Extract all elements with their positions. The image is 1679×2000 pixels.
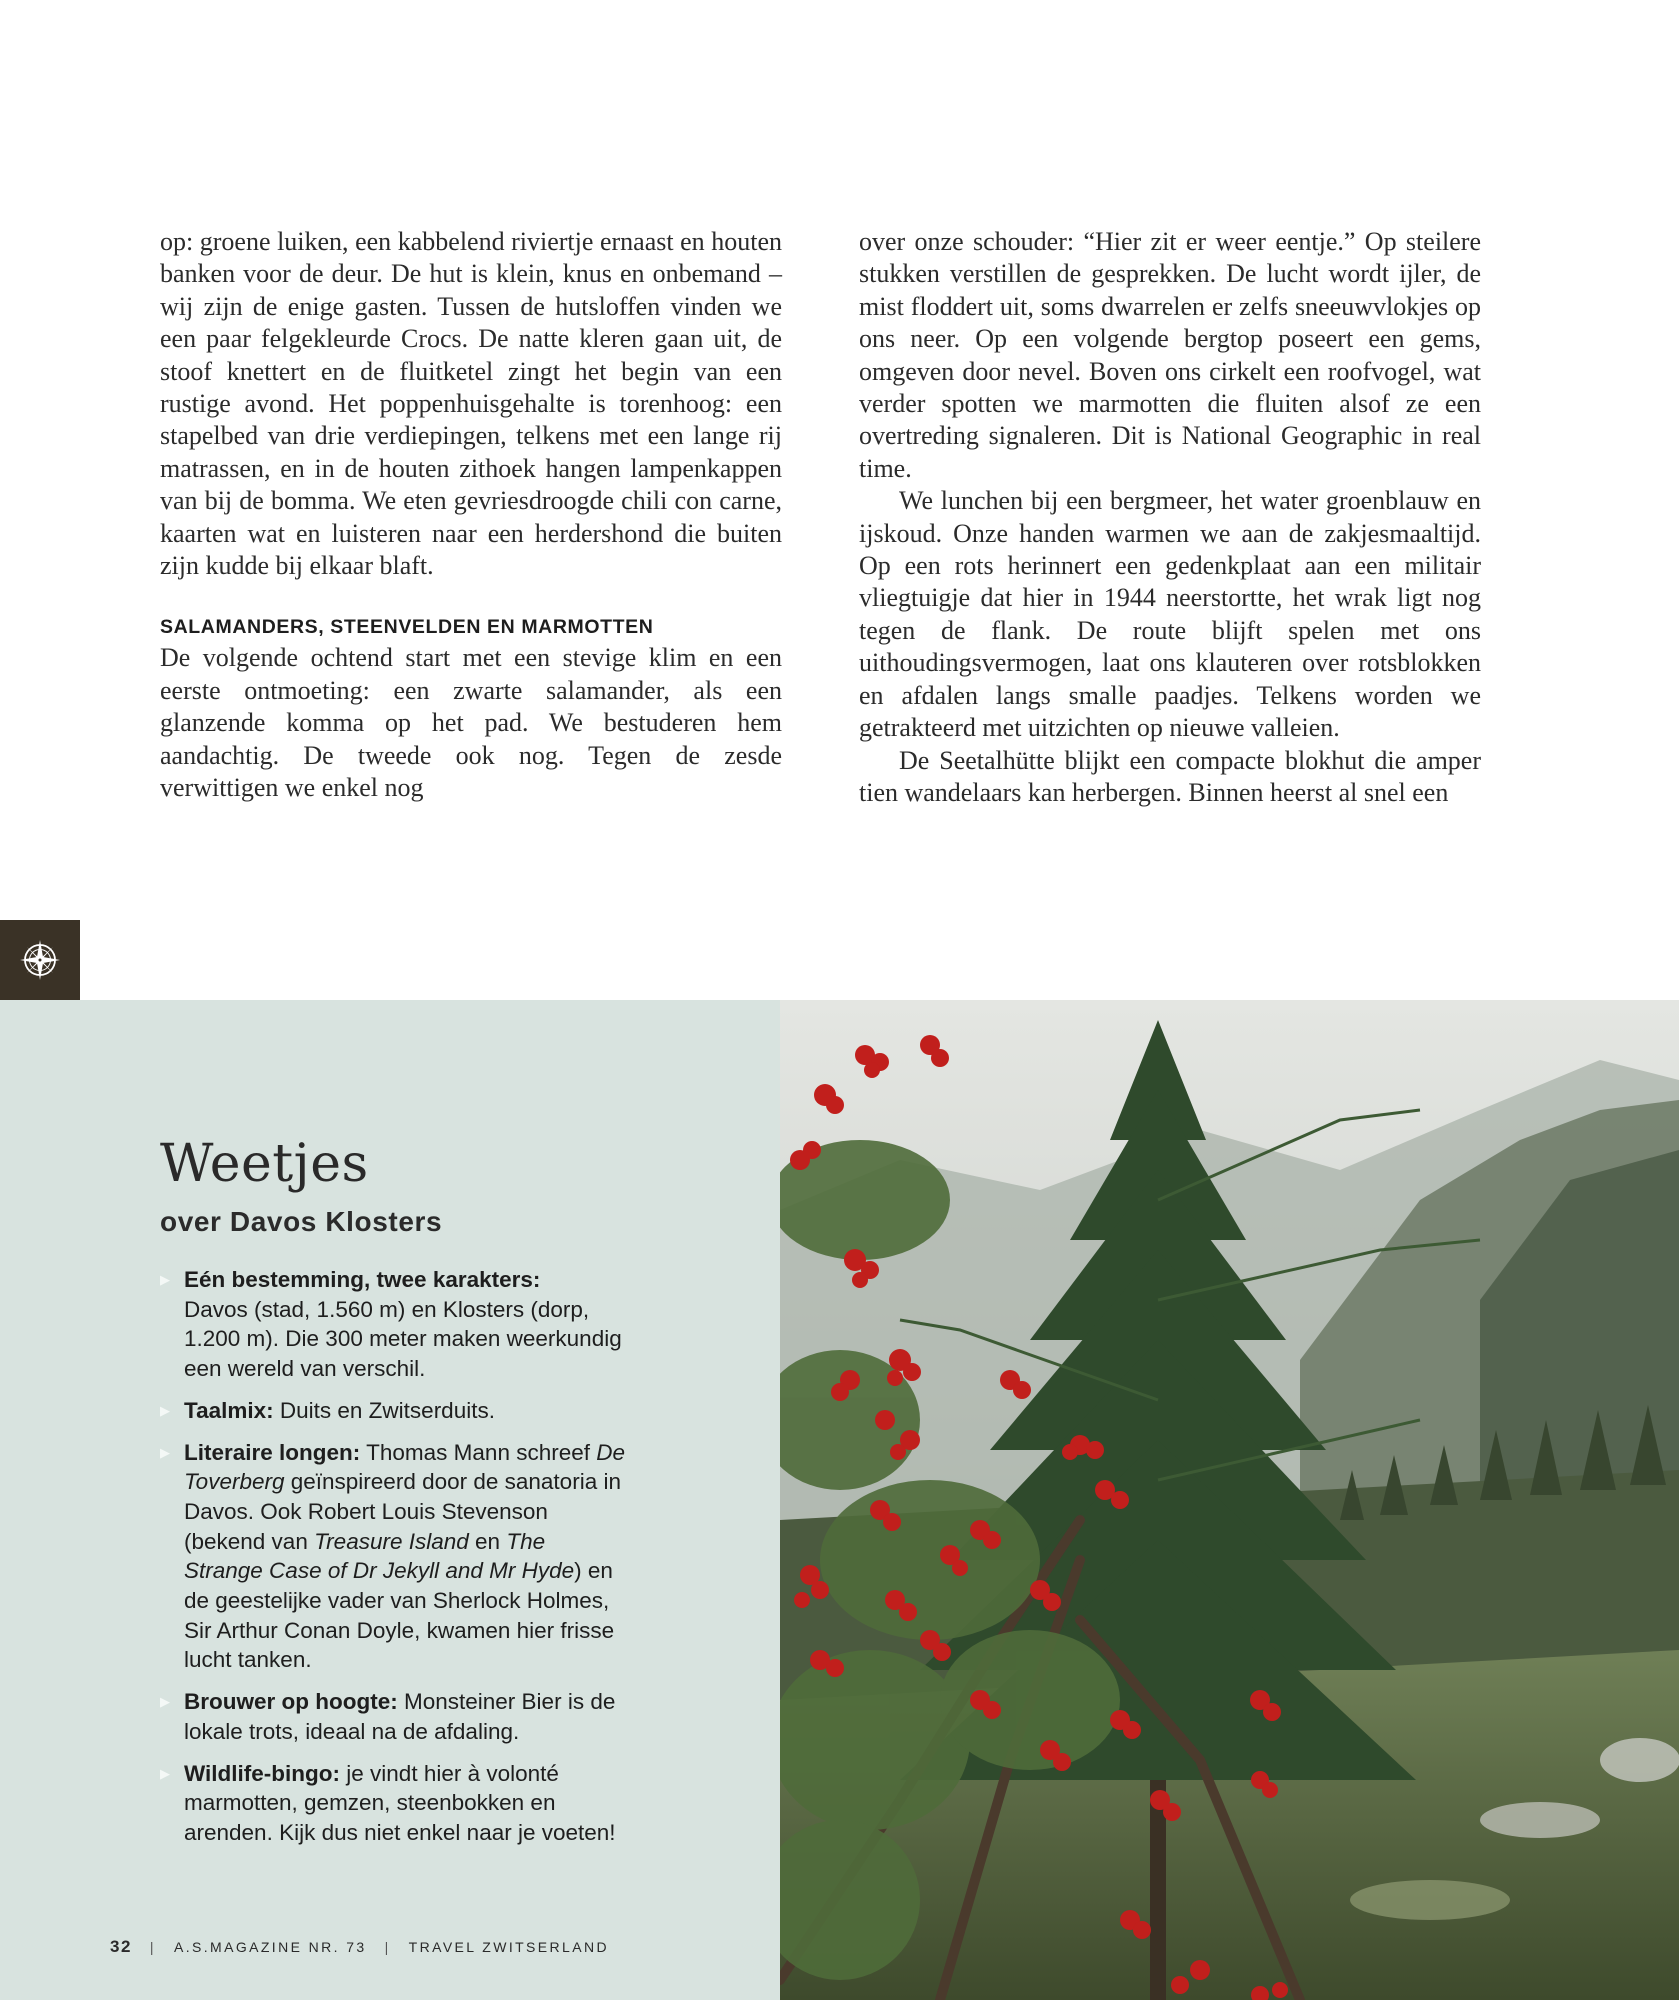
- list-item: [160, 1396, 630, 1426]
- compass-rose-icon: [18, 938, 62, 982]
- article-column-left: [160, 226, 782, 805]
- fact-text: je vindt hier à volonté marmotten, gemzen, steenbokken en arenden. Kijk dus niet enkel naar je voeten!: [184, 1760, 616, 1845]
- fact-text: geïnspireerd door de sanatoria in Davos. Ook Robert Louis Stevenson (bekend van: [184, 1469, 621, 1554]
- page-footer: [110, 1937, 609, 1957]
- fact-text: Davos (stad, 1.560 m) en Klosters (dorp, 1.200 m). Die 300 meter maken weerkundig een wereld van verschil.: [184, 1296, 622, 1382]
- book-title: The Strange Case of Dr Jekyll and Mr Hyde: [184, 1528, 575, 1584]
- facts-list: [160, 1265, 630, 1860]
- article-paragraph: op: groene luiken, een kabbelend riviertje ernaast en houten banken voor de deur. De hut is klein, knus en onbemand – wij zijn de enige gasten. Tussen de hutsloffen vinden we een paar felgekleurde Crocs. De natte kleren gaan uit, de stoof knettert en de fluitketel zingt het begin van een rustige avond. Het poppenhuisgehalte is torenhoog: een stapelbed van drie verdiepingen, telkens met een lange rij matrassen, en in de houten zithoek hangen lampenkappen van bij de bomma. We eten gevriesdroogde chili con carne, kaarten wat en luisteren naar een herdershond die buiten zijn kudde bij elkaar blaft.: [160, 227, 782, 581]
- list-item: [160, 1759, 630, 1848]
- rowan-spruce-photo: [780, 1000, 1679, 2000]
- fact-text: ) en de geestelijke vader van Sherlock Holmes, Sir Arthur Conan Doyle, kwamen hier frisse lucht tanken.: [184, 1558, 615, 1673]
- triangle-bullet-icon: ▶: [160, 1402, 170, 1418]
- article-paragraph: De volgende ochtend start met een stevige klim en een eerste ontmoeting: een zwarte salamander, als een glanzende komma op het pad. We bestuderen hem aandachtig. De tweede ook nog. Tegen de zesde verwittigen we enkel nog: [160, 643, 782, 803]
- triangle-bullet-icon: ▶: [160, 1694, 170, 1710]
- section-name: TRAVEL ZWITSERLAND: [408, 1939, 609, 1955]
- list-item: [160, 1438, 630, 1676]
- fact-text: Monsteiner Bier is de lokale trots, ideaal na de afdaling.: [184, 1689, 616, 1744]
- triangle-bullet-icon: ▶: [160, 1272, 170, 1287]
- book-title: De Toverberg: [184, 1439, 626, 1495]
- landscape-photo: [780, 1000, 1679, 2000]
- book-title: Treasure Island: [314, 1528, 469, 1554]
- fact-label: Eén bestemming, twee karakters:: [184, 1267, 541, 1292]
- sidebar-title: Weetjes: [160, 1134, 369, 1194]
- compass-marker: [0, 920, 80, 1000]
- list-item: [160, 1687, 630, 1746]
- triangle-bullet-icon: ▶: [160, 1765, 170, 1781]
- fact-label: Wildlife-bingo:: [184, 1760, 341, 1786]
- article-column-right: [859, 226, 1481, 809]
- page-number: 32: [110, 1937, 132, 1956]
- fact-label: Brouwer op hoogte:: [184, 1689, 398, 1715]
- triangle-bullet-icon: ▶: [160, 1444, 170, 1460]
- sidebar-subtitle: over Davos Klosters: [160, 1206, 443, 1237]
- fact-text: Thomas Mann schreef: [366, 1439, 590, 1465]
- footer-separator: |: [384, 1939, 391, 1955]
- section-subheading: SALAMANDERS, STEENVELDEN EN MARMOTTEN: [160, 616, 654, 639]
- footer-separator: |: [149, 1939, 156, 1955]
- magazine-name: A.S.MAGAZINE NR. 73: [173, 1939, 367, 1955]
- article-paragraph: We lunchen bij een bergmeer, het water groenblauw en ijskoud. Onze handen warmen we aan de zakjesmaaltijd. Op een rots herinnert een gedenkplaat aan een militair vliegtuigje dat hier in 1944 neerstortte, het wrak ligt nog tegen de flank. De route blijft spelen met ons uithoudingsvermogen, laat ons klauteren over rotsblokken en afdalen langs smalle paadjes. Telkens worden we getrakteerd met uitzichten op nieuwe valleien.: [859, 486, 1481, 743]
- fact-label: Taalmix:: [184, 1397, 274, 1423]
- article-paragraph: De Seetalhütte blijkt een compacte blokhut die amper tien wandelaars kan herbergen. Binnen heerst al snel een: [859, 745, 1481, 807]
- article-paragraph: over onze schouder: “Hier zit er weer eentje.” Op steilere stukken verstillen de gesprekken. De lucht wordt ijler, de mist floddert uit, soms dwarrelen er zelfs sneeuwvlokjes op ons neer. Op een volgende bergtop poseert een gems, omgeven door nevel. Boven ons cirkelt een roofvogel, wat verder spotten we marmotten die fluiten alsof ze een overtreding signaleren. Dit is National Geographic in real time.: [859, 227, 1481, 483]
- fact-text: en: [475, 1528, 501, 1554]
- list-item: [160, 1265, 630, 1384]
- fact-text: Duits en Zwitserduits.: [279, 1397, 495, 1423]
- fact-label: Literaire longen:: [184, 1439, 361, 1465]
